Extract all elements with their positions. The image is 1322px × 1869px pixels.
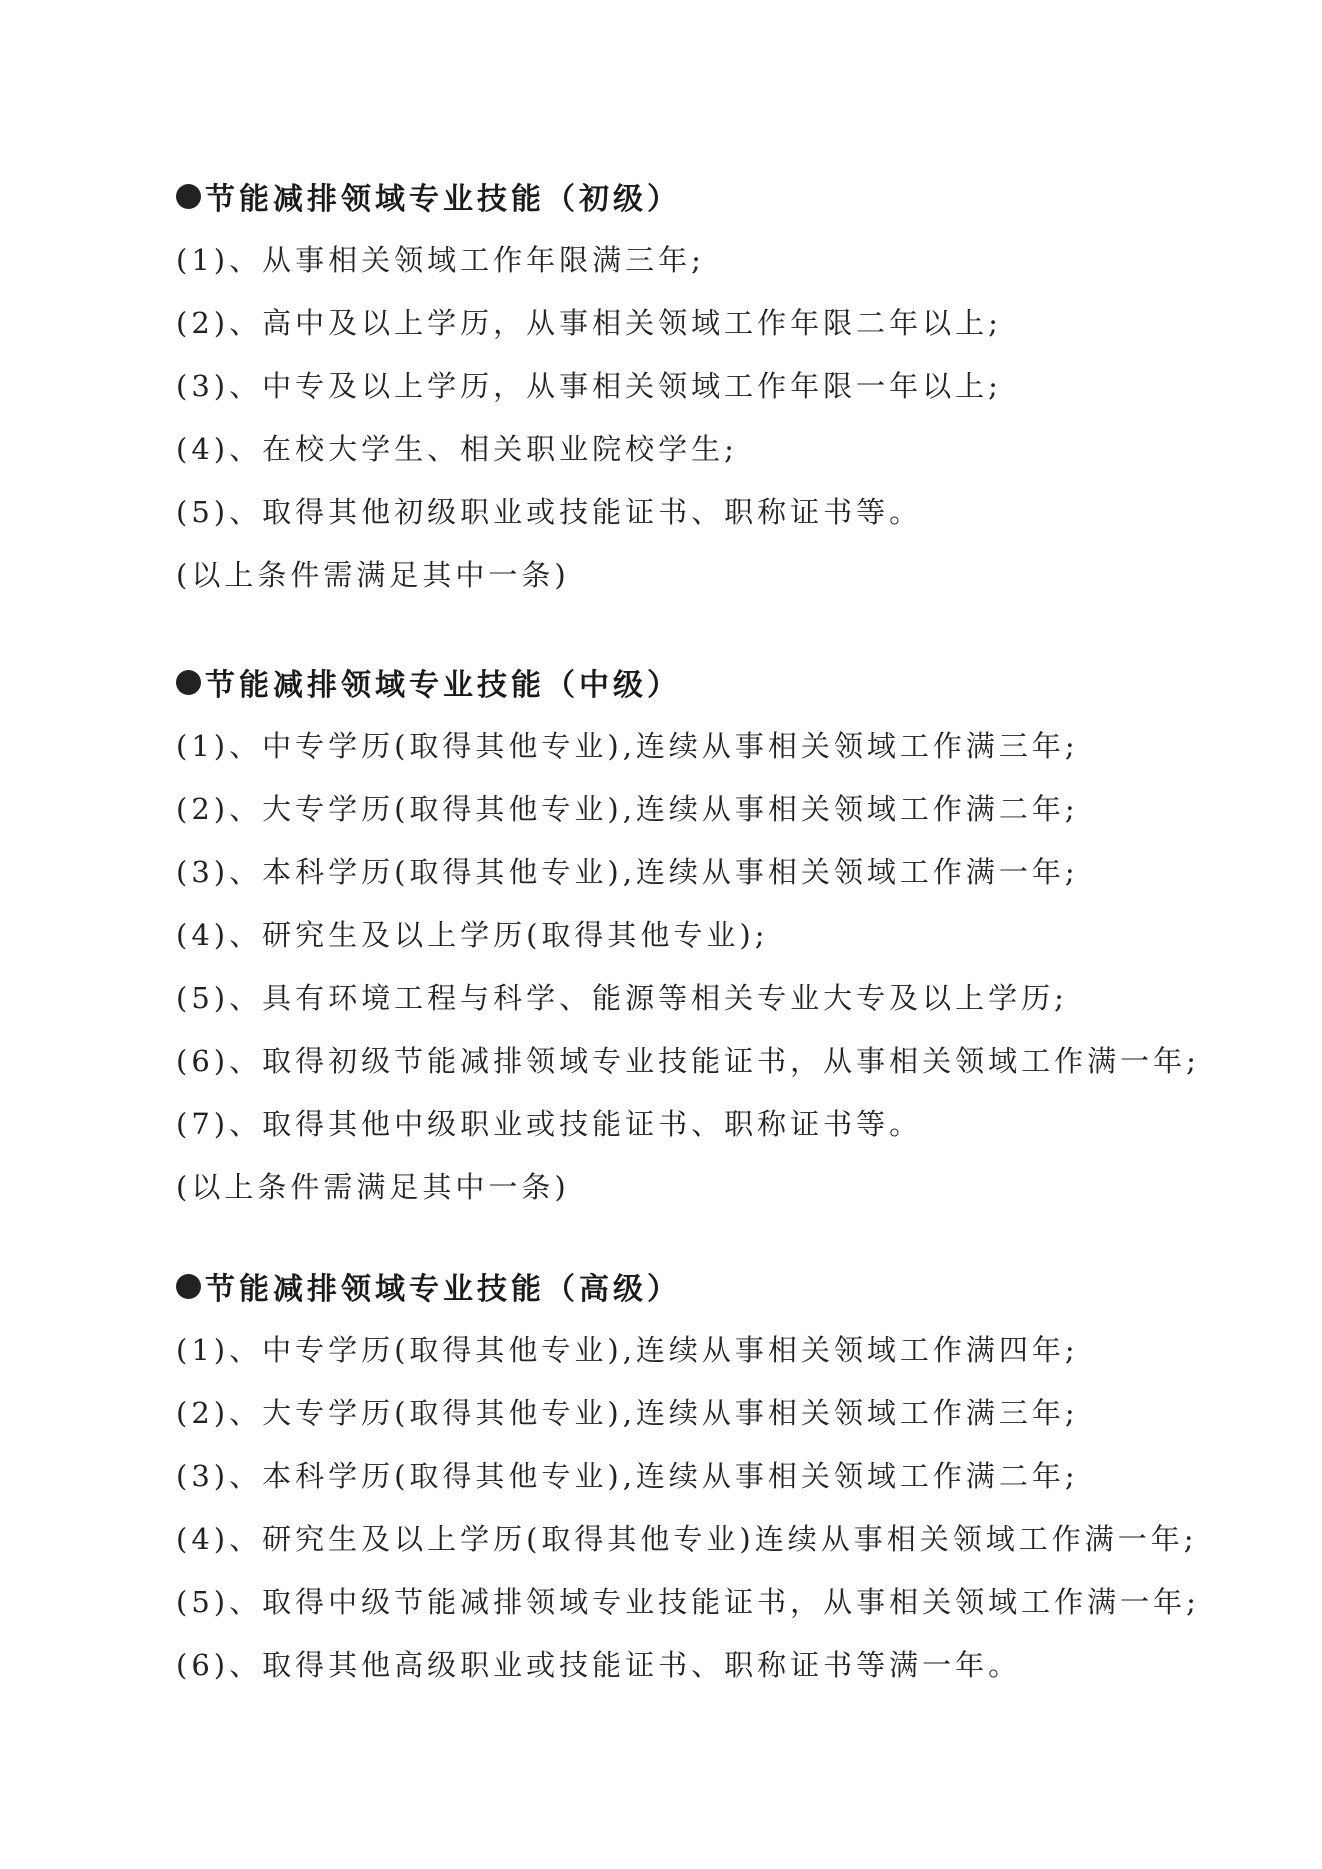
section-heading [176,660,1176,704]
list-item: (6)、取得初级节能减排领域专业技能证书，从事相关领域工作满一年; [176,1044,1200,1078]
section-junior [176,174,1176,616]
list-item: (3)、本科学历(取得其他专业),连续从事相关领域工作满二年; [176,1459,1079,1493]
list-item: (4)、研究生及以上学历(取得其他专业)连续从事相关领域工作满一年; [176,1522,1198,1556]
list-item: (2)、高中及以上学历，从事相关领域工作年限二年以上; [176,306,1002,340]
list-item: (1)、中专学历(取得其他专业),连续从事相关领域工作满三年; [176,729,1079,763]
section-intermediate [176,660,1200,1228]
list-item: (2)、大专学历(取得其他专业),连续从事相关领域工作满二年; [176,792,1079,826]
list-item: (5)、取得中级节能减排领域专业技能证书，从事相关领域工作满一年; [176,1585,1200,1619]
section-note: (以上条件需满足其中一条) [176,558,570,592]
list-item: (1)、从事相关领域工作年限满三年; [176,243,705,277]
bullet-icon [176,670,201,695]
list-item: (3)、中专及以上学历，从事相关领域工作年限一年以上; [176,369,1002,403]
list-item: (3)、本科学历(取得其他专业),连续从事相关领域工作满一年; [176,855,1079,889]
section-note: (以上条件需满足其中一条) [176,1170,570,1204]
list-item: (7)、取得其他中级职业或技能证书、职称证书等。 [176,1107,923,1141]
section-heading [176,174,1176,218]
list-item: (2)、大专学历(取得其他专业),连续从事相关领域工作满三年; [176,1396,1079,1430]
bullet-icon [176,1274,201,1299]
section-heading [176,1264,1176,1308]
bullet-icon [176,184,201,209]
list-item: (4)、研究生及以上学历(取得其他专业); [176,918,769,952]
list-item: (1)、中专学历(取得其他专业),连续从事相关领域工作满四年; [176,1333,1079,1367]
section-title: 节能减排领域专业技能（中级） [205,668,681,703]
section-title: 节能减排领域专业技能（初级） [205,182,681,217]
section-title: 节能减排领域专业技能（高级） [205,1272,681,1307]
list-item: (4)、在校大学生、相关职业院校学生; [176,432,738,466]
list-item: (5)、具有环境工程与科学、能源等相关专业大专及以上学历; [176,981,1068,1015]
section-senior [176,1264,1200,1706]
list-item: (5)、取得其他初级职业或技能证书、职称证书等。 [176,495,923,529]
list-item: (6)、取得其他高级职业或技能证书、职称证书等满一年。 [176,1648,1022,1682]
